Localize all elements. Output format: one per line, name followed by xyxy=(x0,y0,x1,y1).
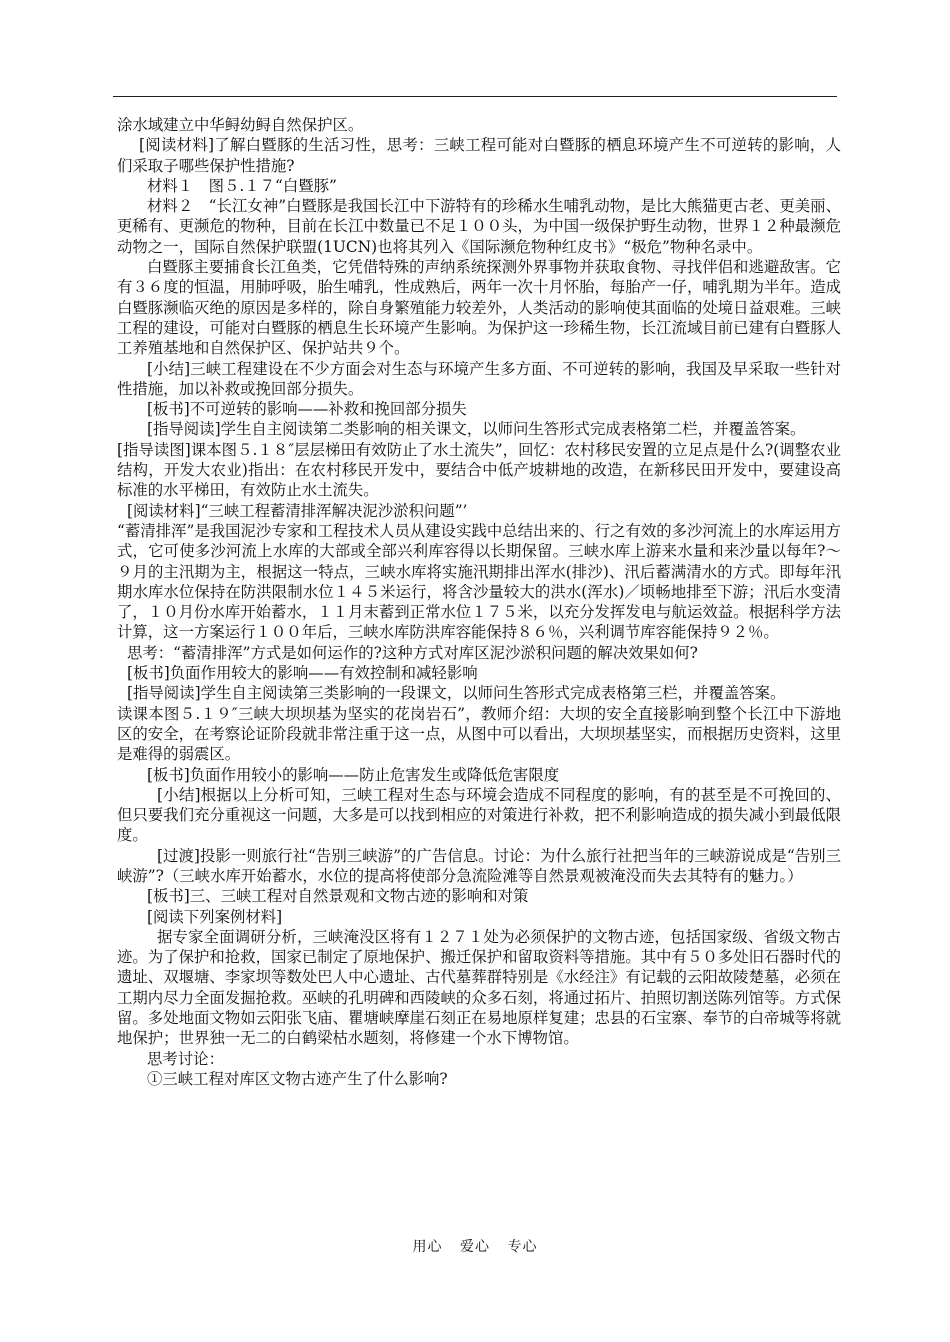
paragraph-1: 涂水域建立中华鲟幼鲟自然保护区。 xyxy=(117,116,364,134)
paragraph-7: [板书]不可逆转的影响——补救和挽回部分损失 xyxy=(147,400,467,419)
footer-word-2: 爱心 xyxy=(460,1239,490,1255)
footer-word-1: 用心 xyxy=(412,1239,443,1255)
paragraph-15: 读课本图５.１９″三峡大坝坝基为坚实的花岗岩石”，教师介绍：大坝的安全直接影响到整个长江中下游地区的安全，在考察论证阶段就非常注重于这一点，从图中可以看出，大坝坝基坚实，而根据历史资料，这里是难得的弱震区。 xyxy=(117,704,841,764)
paragraph-4: 材料２ “长江女神”白暨豚是我国长江中下游特有的珍稀水生哺乳动物，是比大熊猫更古老、更美丽、更稀有、更濒危的物种，目前在长江中数量已不足１００头，为中国一级保护野生动物，世界１２种最濒危动物之一，国际自然保护联盟(1UCN)也将其列入《国际濒危物种红皮书》“极危”物种名录中。 xyxy=(117,197,841,256)
paragraph-11: “蓄清排浑”是我国泥沙专家和工程技术人员从建设实践中总结出来的、行之有效的多沙河流上的水库运用方式，它可使多沙河流上水库的大部或全部兴利库容得以长期保留。三峡水库上游来水量和来沙量以每年?～９月的主汛期为主，根据这一特点，三峡水库将实施汛期排出浑水(排沙)、汛后蓄满清水的方式。即每年汛期水库水位保持在防洪限制水位１４５米运行，将含沙量较大的洪水(浑水)／顷畅地排至下游；汛后水变清了，１０月份水库开始蓄水，１１月末蓄到正常水位１７５米，以充分发挥发电与航运效益。根据科学方法计算，这一方案运行１００年后，三峡水库防洪库容能保持８６％，兴利调节库容能保持９２％。 xyxy=(117,521,841,642)
paragraph-14: [指导阅读]学生自主阅读第三类影响的一段课文，以师问生答形式完成表格第三栏，并覆盖答案。 xyxy=(127,684,786,703)
paragraph-16: [板书]负面作用较小的影响——防止危害发生或降低危害限度 xyxy=(147,765,560,784)
paragraph-17: [小结]根据以上分析可知，三峡工程对生态与环境会造成不同程度的影响，有的甚至是不可挽回的、但只要我们充分重视这一问题，大多是可以找到相应的对策进行补救，把不利影响造成的损失减小到最低限度。 xyxy=(117,785,841,845)
paragraph-5: 白暨豚主要捕食长江鱼类，它凭借特殊的声纳系统探测外界事物并获取食物、寻找伴侣和逃避敌害。它有３６度的恒温，用肺呼吸，胎生哺乳，性成熟后，两年一次十月怀胎，每胎产一仔，哺乳期为半年。造成白暨豚濒临灭绝的原因是多样的，除自身繁殖能力较差外，人类活动的影响使其面临的处境日益艰难。三峡工程的建设，可能对白暨豚的栖息生长环境产生影响。为保护这一珍稀生物，长江流域目前已建有白暨豚人工养殖基地和自然保护区、保护站共９个。 xyxy=(117,258,841,358)
paragraph-13: [板书]负面作用较大的影响——有效控制和减轻影响 xyxy=(127,664,478,683)
paragraph-3: 材料１ 图５.１７“白暨豚” xyxy=(147,176,337,195)
header-rule xyxy=(113,96,837,97)
page-footer xyxy=(0,1236,950,1256)
paragraph-6: [小结]三峡工程建设在不少方面会对生态与环境产生多方面、不可逆转的影响，我国及早采取一些针对性措施，加以补救或挽回部分损失。 xyxy=(117,359,841,398)
footer-word-3: 专心 xyxy=(507,1239,538,1255)
paragraph-23: ①三峡工程对库区文物古迹产生了什么影响? xyxy=(147,1069,448,1088)
paragraph-9: [指导读图]课本图５.１８″层层梯田有效防止了水土流失”，回忆：农村移民安置的立足点是什么?(调整农业结构，开发大农业)指出：在农村移民开发中，要结合中低产坡耕地的改造，在新移民田开发中，要建设高标准的水平梯田，有效防止水土流失。 xyxy=(117,440,841,500)
paragraph-12: 思考：“蓄清排浑”方式是如何运作的?这种方式对库区泥沙淤积问题的解决效果如何? xyxy=(127,643,698,662)
paragraph-10: [阅读材料]“三峡工程蓄清排浑解决泥沙淤积问题”’ xyxy=(127,501,468,520)
paragraph-22: 思考讨论： xyxy=(147,1049,224,1068)
paragraph-20: [阅读下列案例材料] xyxy=(147,907,283,926)
paragraph-18: [过渡]投影一则旅行社“告别三峡游”的广告信息。讨论：为什么旅行社把当年的三峡游说成是“告别三峡游”?（三峡水库开始蓄水，水位的提高将使部分急流险滩等自然景观被淹没而失去其特有的魅力。） xyxy=(117,846,841,885)
paragraph-2: [阅读材料]了解白暨豚的生活习性，思考：三峡工程可能对白暨豚的栖息环境产生不可逆转的影响，人们采取子哪些保护性措施? xyxy=(117,136,841,175)
paragraph-8: [指导阅读]学生自主阅读第二类影响的相关课文，以师问生答形式完成表格第二栏，并覆盖答案。 xyxy=(147,420,806,439)
paragraph-21: 据专家全面调研分析，三峡淹没区将有１２７１处为必须保护的文物古迹，包括国家级、省级文物古迹。为了保护和抢救，国家已制定了原地保护、搬迁保护和留取资料等措施。其中有５０多处旧石器时代的遗址、双堰塘、李家坝等数处巴人中心遗址、古代墓葬群特别是《水经注》有记载的云阳故陵楚墓，必须在工期内尽力全面发掘抢救。巫峡的孔明碑和西陵峡的众多石刻，将通过拓片、拍照切割送陈列馆等。方式保留。多处地面文物如云阳张飞庙、瞿塘峡摩崖石刻正在易地原样复建；忠县的石宝寨、奉节的白帝城等将就地保护；世界独一无二的白鹤梁枯水题刻，将修建一个水下博物馆。 xyxy=(117,927,841,1048)
paragraph-19: [板书]三、三峡工程对自然景观和文物古迹的影响和对策 xyxy=(147,887,529,906)
document-body xyxy=(117,115,841,1089)
